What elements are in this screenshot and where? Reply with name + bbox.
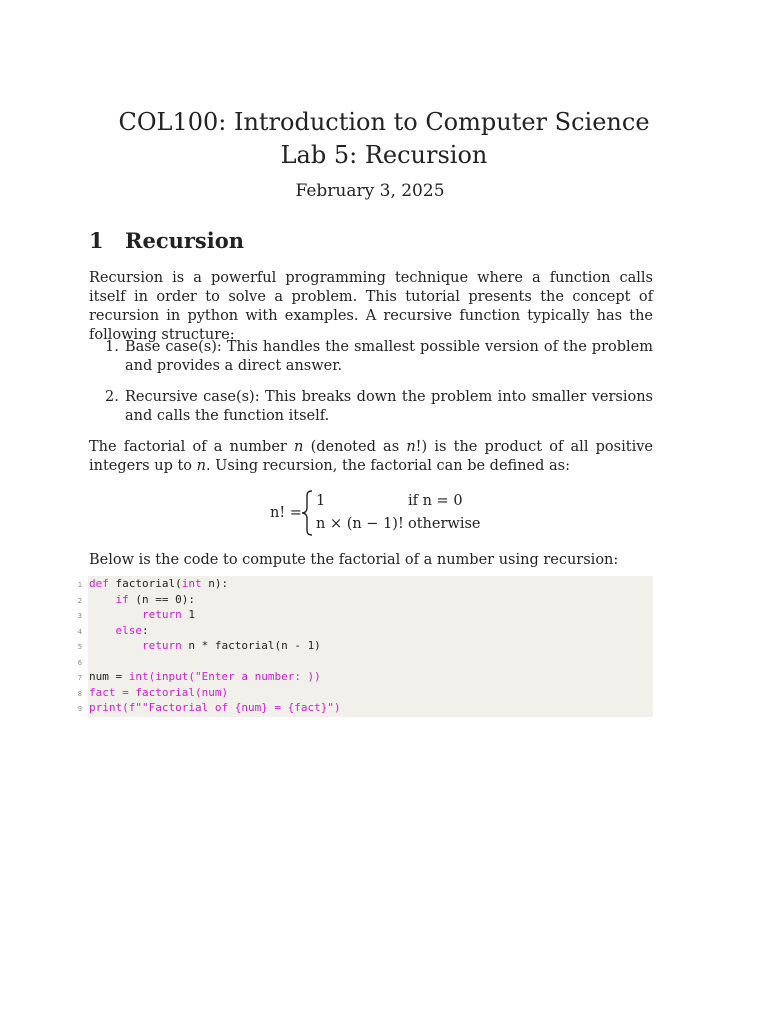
code-keyword: int(input("Enter a number: )) bbox=[128, 670, 321, 683]
factorial-equation bbox=[270, 490, 490, 536]
left-brace-icon bbox=[300, 490, 314, 536]
code-text bbox=[89, 577, 228, 590]
line-number: 6 bbox=[77, 658, 82, 667]
code-token: : bbox=[142, 623, 149, 637]
code-keyword: = factorial(num) bbox=[115, 685, 229, 699]
code-token: (n == 0): bbox=[128, 592, 195, 606]
code-text bbox=[89, 608, 195, 621]
math-variable: n bbox=[294, 439, 304, 455]
text-run: !) is the product of all positive integers up to bbox=[89, 439, 653, 474]
code-token bbox=[89, 639, 142, 652]
code-text bbox=[89, 639, 321, 652]
intro-paragraph: Recursion is a powerful programming technique where a function calls itself in order to solve a problem. This tutorial presents the concept of recursion in python with examples. A recursive function typically has the following structure: bbox=[89, 270, 653, 343]
title-line-2: Lab 5: Recursion bbox=[280, 141, 488, 169]
equation-case-2-condition: otherwise bbox=[408, 516, 481, 532]
code-keyword: int bbox=[181, 577, 202, 590]
code-block bbox=[88, 576, 653, 717]
equation-lhs: n! = bbox=[270, 505, 302, 521]
code-token: 1 bbox=[181, 608, 195, 621]
code-token bbox=[89, 624, 116, 637]
code-token: num = bbox=[89, 670, 129, 683]
list-item-text: Base case(s): This handles the smallest possible version of the problem and provides a direct answer. bbox=[125, 339, 653, 374]
code-keyword: return bbox=[141, 608, 182, 621]
text-run: (denoted as bbox=[303, 439, 407, 455]
math-variable: n bbox=[196, 458, 206, 474]
code-token: factorial( bbox=[108, 577, 182, 590]
line-number: 8 bbox=[77, 689, 82, 698]
code-keyword: if bbox=[115, 592, 129, 606]
equation-case-1-condition: if n = 0 bbox=[408, 493, 463, 509]
line-number: 7 bbox=[77, 674, 82, 682]
code-token bbox=[89, 593, 116, 606]
list-item-base-case bbox=[105, 338, 653, 376]
equation-case-2-value: n × (n − 1)! bbox=[316, 516, 404, 532]
line-number: 2 bbox=[77, 596, 82, 605]
code-token: n): bbox=[201, 577, 229, 590]
list-marker: 2. bbox=[105, 389, 119, 405]
code-token bbox=[89, 608, 142, 621]
code-text bbox=[89, 701, 341, 714]
code-text bbox=[89, 593, 195, 606]
list-marker: 1. bbox=[105, 339, 119, 355]
factorial-paragraph bbox=[89, 438, 653, 476]
list-item-recursive-case bbox=[105, 388, 653, 426]
line-number: 5 bbox=[77, 643, 82, 651]
code-keyword: return bbox=[141, 639, 182, 652]
line-number: 9 bbox=[77, 705, 82, 713]
code-keyword: fact bbox=[89, 685, 116, 699]
code-keyword: else bbox=[115, 623, 142, 637]
code-intro-paragraph: Below is the code to compute the factorial of a number using recursion: bbox=[89, 552, 619, 568]
document-title bbox=[0, 106, 768, 172]
code-keyword: print(f""Factorial of {num} = {fact}") bbox=[89, 701, 341, 714]
line-number: 4 bbox=[77, 627, 82, 636]
code-text bbox=[89, 624, 149, 637]
text-run: The factorial of a number bbox=[89, 439, 295, 455]
section-number: 1 bbox=[89, 228, 104, 253]
line-number: 1 bbox=[77, 581, 82, 589]
list-item-text: Recursive case(s): This breaks down the problem into smaller versions and calls the function itself. bbox=[125, 389, 653, 424]
code-keyword: def bbox=[89, 577, 109, 590]
title-line-1: COL100: Introduction to Computer Science bbox=[118, 108, 650, 136]
line-number: 3 bbox=[77, 612, 82, 620]
equation-case-1-value: 1 bbox=[316, 493, 326, 509]
document-date: February 3, 2025 bbox=[295, 181, 445, 201]
math-variable: n bbox=[406, 439, 416, 455]
code-token: n * factorial(n - 1) bbox=[181, 639, 321, 652]
code-text bbox=[89, 686, 228, 699]
text-run: . Using recursion, the factorial can be defined as: bbox=[205, 458, 570, 474]
section-heading bbox=[89, 228, 244, 253]
section-title: Recursion bbox=[125, 228, 245, 253]
code-text bbox=[89, 670, 321, 683]
